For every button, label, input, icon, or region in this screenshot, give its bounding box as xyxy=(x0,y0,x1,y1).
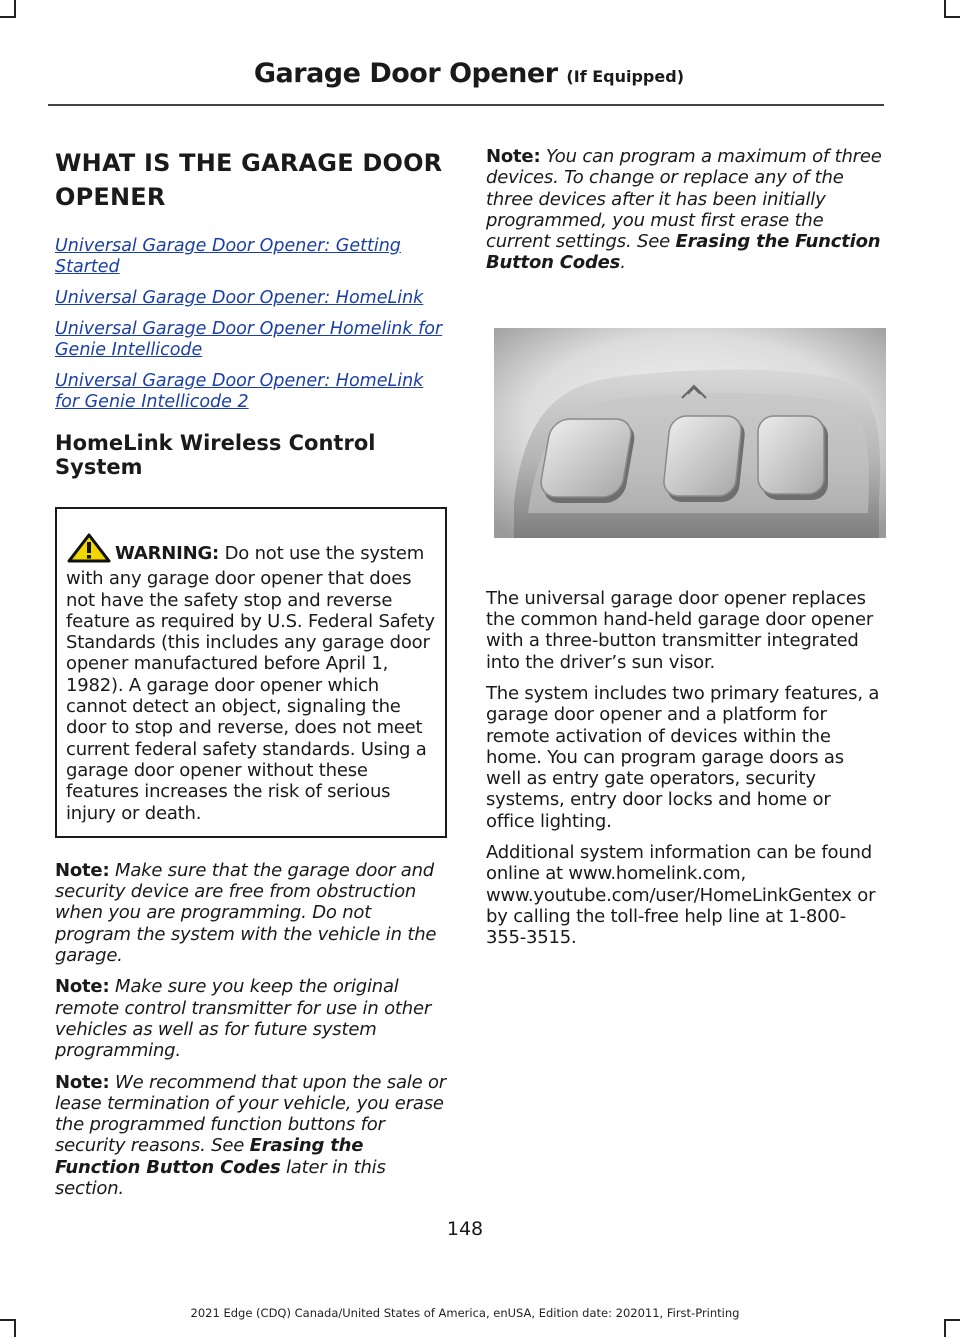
page-header-title xyxy=(254,58,684,89)
note-paragraph xyxy=(55,1072,447,1200)
note-text: We recommend that upon the sale or lease termination of your vehicle, you erase the programmed function buttons for security reasons. See xyxy=(55,1071,446,1157)
note-paragraph xyxy=(486,146,882,274)
warning-triangle-icon xyxy=(67,533,111,568)
page-number: 148 xyxy=(446,1218,484,1240)
header-divider xyxy=(48,104,884,106)
warning-box xyxy=(55,507,447,838)
crop-mark xyxy=(944,1319,960,1321)
header-title-text: Garage Door Opener xyxy=(253,58,558,89)
section-heading: WHAT IS THE GARAGE DOOR OPENER xyxy=(55,149,443,211)
warning-label: WARNING: xyxy=(115,543,220,564)
crop-mark xyxy=(0,16,16,18)
crop-mark xyxy=(944,16,960,18)
link-homelink[interactable]: Universal Garage Door Opener: HomeLink xyxy=(55,288,424,308)
note-label: Note: xyxy=(55,976,110,998)
subsection-heading: HomeLink Wireless Control System xyxy=(55,431,376,479)
note-text: Make sure that the garage door and security device are free from obstruction when you are programming. Do not program the system with the vehicle in the garage. xyxy=(55,859,437,967)
cross-reference[interactable]: Erasing the Function Button Codes xyxy=(486,231,881,274)
note-text: Make sure you keep the original remote control transmitter for use in other vehicles as well as for future system programming. xyxy=(55,976,432,1062)
body-paragraph: Additional system information can be found online at www.homelink.com, www.youtube.com/user/HomeLinkGentex or by calling the toll-free help line at 1-800-355-3515. xyxy=(486,842,876,949)
body-paragraph: The universal garage door opener replaces the common hand-held garage door opener with a three-button transmitter integrated into the driver’s sun visor. xyxy=(486,587,874,673)
warning-text: Do not use the system with any garage door opener that does not have the safety stop and reverse feature as required by U.S. Federal Safety Standards (this includes any garage door opener manufactured before April 1, 1982). A garage door opener which cannot detect an object, signaling the door to stop and reverse, does not meet current federal safety standards. Using a garage door opener without these features increases the risk of serious injury or death. xyxy=(66,543,435,824)
right-column xyxy=(486,146,882,959)
link-getting-started[interactable]: Universal Garage Door Opener: Getting Started xyxy=(55,236,401,277)
note-label: Note: xyxy=(55,1071,110,1093)
crop-mark xyxy=(944,1319,946,1337)
homelink-buttons-illustration xyxy=(494,328,886,538)
note-label: Note: xyxy=(55,859,110,881)
header-title-suffix: (If Equipped) xyxy=(566,67,684,86)
note-text-after: . xyxy=(620,252,626,274)
left-column xyxy=(55,146,447,1209)
body-paragraph: The system includes two primary features, a garage door opener and a platform for remote activation of devices within the home. You can program garage doors as well as entry gate operators, security systems, entry door locks and home or office lighting. xyxy=(486,682,880,832)
note-label: Note: xyxy=(486,146,541,167)
link-homelink-genie-2[interactable]: Universal Garage Door Opener: HomeLink for Genie Intellicode 2 xyxy=(55,371,424,412)
link-homelink-genie[interactable]: Universal Garage Door Opener Homelink for Genie Intellicode xyxy=(55,319,443,360)
note-text: You can program a maximum of three devices. To change or replace any of the three devices after it has been initially programmed, you must first erase the current settings. See xyxy=(486,146,882,253)
note-paragraph xyxy=(55,860,447,966)
page-footer: 2021 Edge (CDQ) Canada/United States of America, enUSA, Edition date: 202011, First-Printing xyxy=(190,1306,740,1320)
cross-reference[interactable]: Erasing the Function Button Codes xyxy=(55,1135,364,1178)
note-text-after: later in this section. xyxy=(55,1156,386,1200)
note-paragraph xyxy=(55,976,447,1061)
crop-mark xyxy=(14,1319,16,1337)
